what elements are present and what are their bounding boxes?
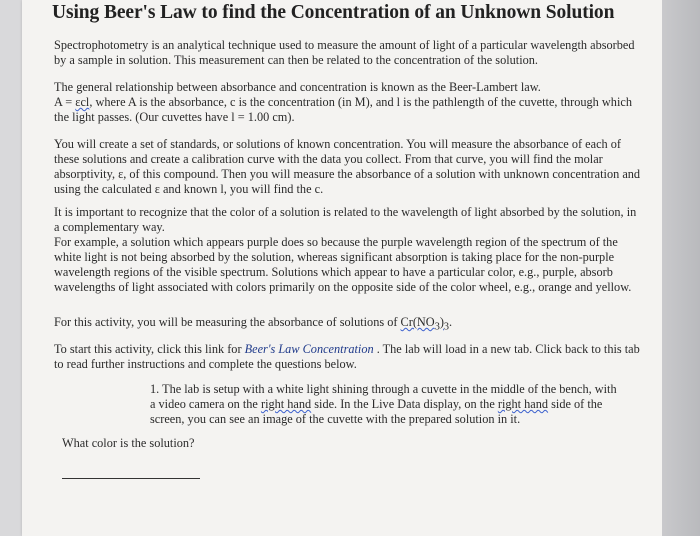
- equation-prefix: A =: [54, 95, 76, 109]
- step1-part2: side. In the Live Data display, on the: [311, 397, 498, 411]
- step1-part1: 1. The lab is setup with a white light shining through a cuvette in the middle of the bench, with a video camera on the: [150, 382, 617, 411]
- color-paragraph: [54, 205, 644, 295]
- step1-part3: side of the screen, you can see an image of the cuvette with the prepared solution in it.: [150, 397, 603, 426]
- start-activity-paragraph: [54, 342, 644, 372]
- activity-paragraph: [54, 315, 644, 334]
- compound-paren: ): [439, 315, 444, 329]
- step1-right-hand-1: right hand: [260, 397, 312, 411]
- compound-subscript-2: 3: [443, 321, 450, 333]
- intro-paragraph: Spectrophotometry is an analytical technique used to measure the amount of light of a particular wavelength absorbed by a sample in solution. This measurement can then be related to the concentration of the solution.: [54, 38, 635, 67]
- start-prefix: To start this activity, click this link for: [54, 342, 245, 356]
- beer-lambert-paragraph: [54, 80, 644, 125]
- instruction-step-1: [150, 382, 620, 427]
- compound-formula: [400, 315, 444, 333]
- color-paragraph-line2: For example, a solution which appears purple does so because the purple wavelength region of the spectrum of the white light is not being absorbed by the solution, whereas significant absorption is taking place for the non-purple wavelength regions of the visible spectrum. Solutions which appear to have a particular color, e.g., purple, absorb wavelengths of light associated with colors primarily on the opposite side of the color wheel, e.g., orange and yellow.: [54, 235, 632, 294]
- activity-prefix: For this activity, you will be measuring the absorbance of solutions of: [54, 315, 401, 329]
- compound-subscript-1: 3: [434, 321, 440, 333]
- step1-right-hand-2: right hand: [497, 397, 549, 411]
- equation-description: , where A is the absorbance, c is the concentration (in M), and l is the pathlength of the cuvette, through which the light passes. (Our cuvettes have l = 1.00 cm).: [54, 95, 632, 124]
- standards-paragraph: You will create a set of standards, or solutions of known concentration. You will measure the absorbance of each of these solutions and create a calibration curve with the data you collect. From that curve, you will find the molar absorptivity, ε, of this compound. Then you will measure the absorbance of a solution with unknown concentration and using the calculated ε and known l, you will find the c.: [54, 137, 641, 196]
- beers-law-link[interactable]: Beer's Law Concentration: [244, 342, 374, 356]
- right-margin-shade: [662, 0, 700, 536]
- compound-base: Cr(NO: [400, 315, 435, 329]
- start-suffix: . The lab will load in a new tab. Click back to this tab to read further instructions and complete the questions below.: [54, 342, 640, 371]
- document-page: [22, 0, 662, 536]
- activity-suffix: .: [449, 315, 453, 329]
- equation-term: εcl: [75, 95, 90, 109]
- beer-lambert-intro: The general relationship between absorbance and concentration is known as the Beer-Lambert law.: [54, 80, 541, 94]
- answer-blank[interactable]: [62, 478, 200, 479]
- page-title: Using Beer's Law to find the Concentration of an Unknown Solution: [52, 2, 615, 23]
- question-text: What color is the solution?: [62, 436, 195, 450]
- color-paragraph-line1: It is important to recognize that the color of a solution is related to the wavelength of light absorbed by the solution, in a complementary way.: [54, 205, 637, 234]
